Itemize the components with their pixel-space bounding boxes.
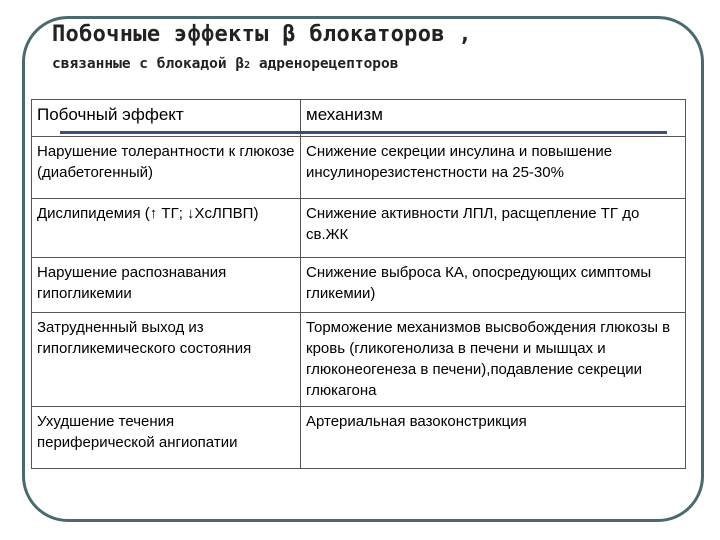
header-mechanism: механизм	[301, 100, 686, 137]
slide-subtitle	[52, 56, 399, 72]
table-row	[32, 137, 686, 199]
table-row	[32, 258, 686, 313]
slide-title: Побочные эффекты β блокаторов ,	[52, 22, 472, 47]
table-row	[32, 199, 686, 258]
side-effects-table	[31, 99, 686, 469]
mechanism-cell: Снижение активности ЛПЛ, расщепление ТГ до св.ЖК	[301, 199, 686, 258]
side-effect-cell: Нарушение толерантности к глюкозе (диабетогенный)	[32, 137, 301, 199]
mechanism-cell: Снижение выброса КА, опосредующих симптомы гликемии)	[301, 258, 686, 313]
header-underline	[60, 131, 667, 134]
side-effect-cell: Затрудненный выход из гипогликемического состояния	[32, 313, 301, 407]
table-row	[32, 407, 686, 469]
mechanism-cell: Артериальная вазоконстрикция	[301, 407, 686, 469]
side-effect-cell: Нарушение распознавания гипогликемии	[32, 258, 301, 313]
mechanism-cell: Снижение секреции инсулина и повышение инсулинорезистенстности на 25-30%	[301, 137, 686, 199]
subtitle-subscript: 2	[244, 60, 251, 71]
header-side-effect: Побочный эффект	[32, 100, 301, 137]
subtitle-text-end: адренорецепторов	[250, 56, 399, 72]
side-effect-cell: Дислипидемия (↑ ТГ; ↓ХсЛПВП)	[32, 199, 301, 258]
subtitle-text: связанные с блокадой β	[52, 56, 245, 72]
table-row	[32, 313, 686, 407]
mechanism-cell: Торможение механизмов высвобождения глюкозы в кровь (гликогенолиза в печени и мышцах и глюконеогенеза в печени),подавление секреции глюкагона	[301, 313, 686, 407]
side-effect-cell: Ухудшение течения периферической ангиопатии	[32, 407, 301, 469]
